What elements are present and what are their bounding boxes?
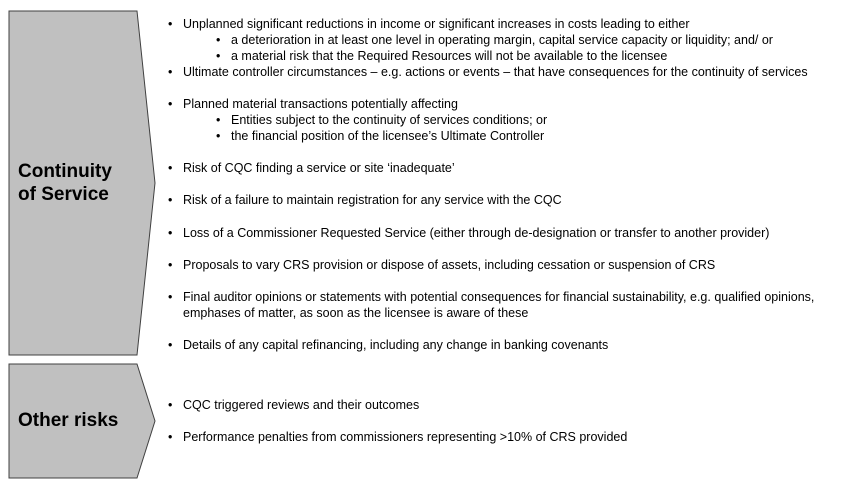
- category-label-continuity-of-service: [18, 160, 112, 206]
- bullet-text: Planned material transactions potentially affecting: [183, 97, 458, 111]
- bullet-text: Performance penalties from commissioners representing >10% of CRS provided: [183, 430, 628, 444]
- category-label-other-risks: [18, 409, 118, 432]
- bullet-text: Risk of CQC finding a service or site ‘inadequate’: [183, 161, 455, 175]
- bullet-icon: •: [216, 113, 221, 127]
- bullet-text: Risk of a failure to maintain registration for any service with the CQC: [183, 193, 562, 207]
- bullet-icon: •: [168, 290, 173, 304]
- sub-bullet-text: a deterioration in at least one level in operating margin, capital service capacity or liquidity; and/ or: [231, 33, 773, 47]
- bullet-text: Details of any capital refinancing, including any change in banking covenants: [183, 338, 609, 352]
- category-label-line: Continuity: [18, 161, 112, 182]
- bullet-icon: •: [168, 430, 173, 444]
- bullet-icon: •: [168, 226, 173, 240]
- bullet-icon: •: [216, 33, 221, 47]
- bullet-text: Final auditor opinions or statements with potential consequences for financial sustainability, e.g. qualified opinions,: [183, 290, 815, 304]
- sub-bullet-text: a material risk that the Required Resources will not be available to the licensee: [231, 49, 668, 63]
- bullet-icon: •: [168, 258, 173, 272]
- bullet-icon: •: [168, 65, 173, 79]
- sub-bullet-text: the financial position of the licensee’s Ultimate Controller: [231, 129, 545, 143]
- category-label-line: Other risks: [18, 410, 119, 431]
- bullet-icon: •: [168, 161, 173, 175]
- bullet-text: emphases of matter, as soon as the licensee is aware of these: [183, 306, 529, 320]
- bullet-icon: •: [216, 129, 221, 143]
- bullet-icon: •: [168, 97, 173, 111]
- bullet-text: CQC triggered reviews and their outcomes: [183, 398, 420, 412]
- bullet-text: Unplanned significant reductions in income or significant increases in costs leading to either: [183, 17, 690, 31]
- bullet-text: Proposals to vary CRS provision or dispose of assets, including cessation or suspension of CRS: [183, 258, 716, 272]
- bullet-icon: •: [216, 49, 221, 63]
- bullet-icon: •: [168, 398, 173, 412]
- bullet-text: Loss of a Commissioner Requested Service (either through de-designation or transfer to another provider): [183, 226, 770, 240]
- bullet-icon: •: [168, 193, 173, 207]
- sub-bullet-text: Entities subject to the continuity of services conditions; or: [231, 113, 548, 127]
- category-label-line: of Service: [18, 184, 109, 205]
- bullet-icon: •: [168, 17, 173, 31]
- bullet-icon: •: [168, 338, 173, 352]
- bullet-text: Ultimate controller circumstances – e.g. actions or events – that have consequences for the continuity of services: [183, 65, 808, 79]
